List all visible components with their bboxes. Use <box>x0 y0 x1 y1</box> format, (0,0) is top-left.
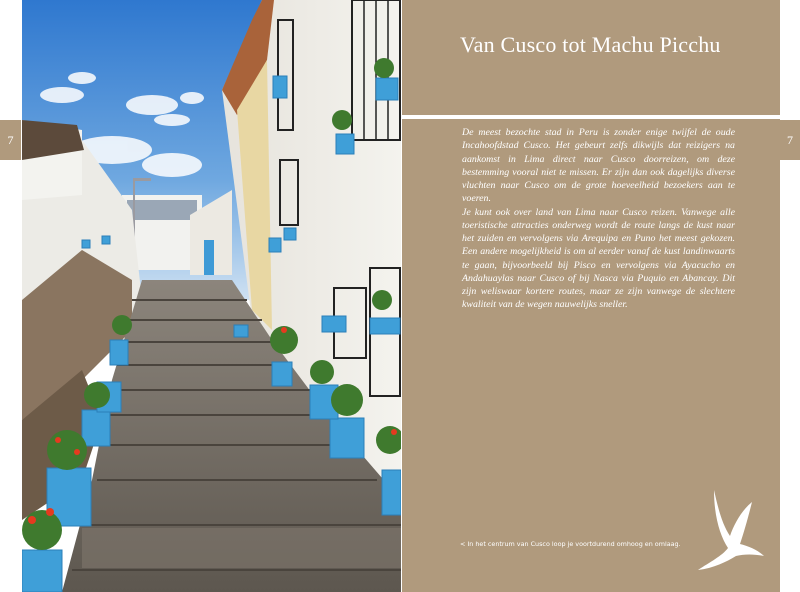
title-divider <box>402 115 780 119</box>
photo-caption: < In het centrum van Cusco loop je voortdurend omhoog en omlaag. <box>460 540 681 548</box>
page-number-right-tab <box>780 120 800 160</box>
page-title: Van Cusco tot Machu Picchu <box>460 32 721 57</box>
body-text <box>462 126 735 312</box>
page-number-right: 7 <box>787 132 793 147</box>
title-band <box>402 0 780 115</box>
text-panel <box>402 0 780 592</box>
page-number-left-tab <box>0 120 21 160</box>
bird-logo-icon <box>692 488 772 574</box>
page-number-left: 7 <box>7 132 14 147</box>
street-stairs-photo <box>22 0 401 592</box>
body-paragraph-2: Je kunt ook over land van Lima naar Cusco reizen. Vanwege alle toeristische attracties onderweg wordt de route langs de kust naar het zuiden en vervolgens via Arequipa en Puno het meest gekozen. Een andere mogelijkheid is om al eerder vanaf de kust landinwaarts te gaan, bijvoorbeeld bij Pisco en vervolgens via Ayacucho en Andahuaylas naar Cusco of bij Nasca via Puquio en Abancay. Dit zijn weliswaar kortere routes, maar ze zijn vanwege de slechtere kwaliteit van de wegen nauwelijks sneller. <box>462 206 735 311</box>
body-paragraph-1: De meest bezochte stad in Peru is zonder enige twijfel de oude Incahoofdstad Cusco. Het gebeurt zelfs dikwijls dat reizigers na aankomst in Lima direct naar Cusco doorreizen, om deze bestemming vooral niet te missen. Er zijn dan ook dagelijks diverse vluchten naar Cusco om de grote hoeveelheid bezoekers aan te voeren. <box>462 127 735 205</box>
